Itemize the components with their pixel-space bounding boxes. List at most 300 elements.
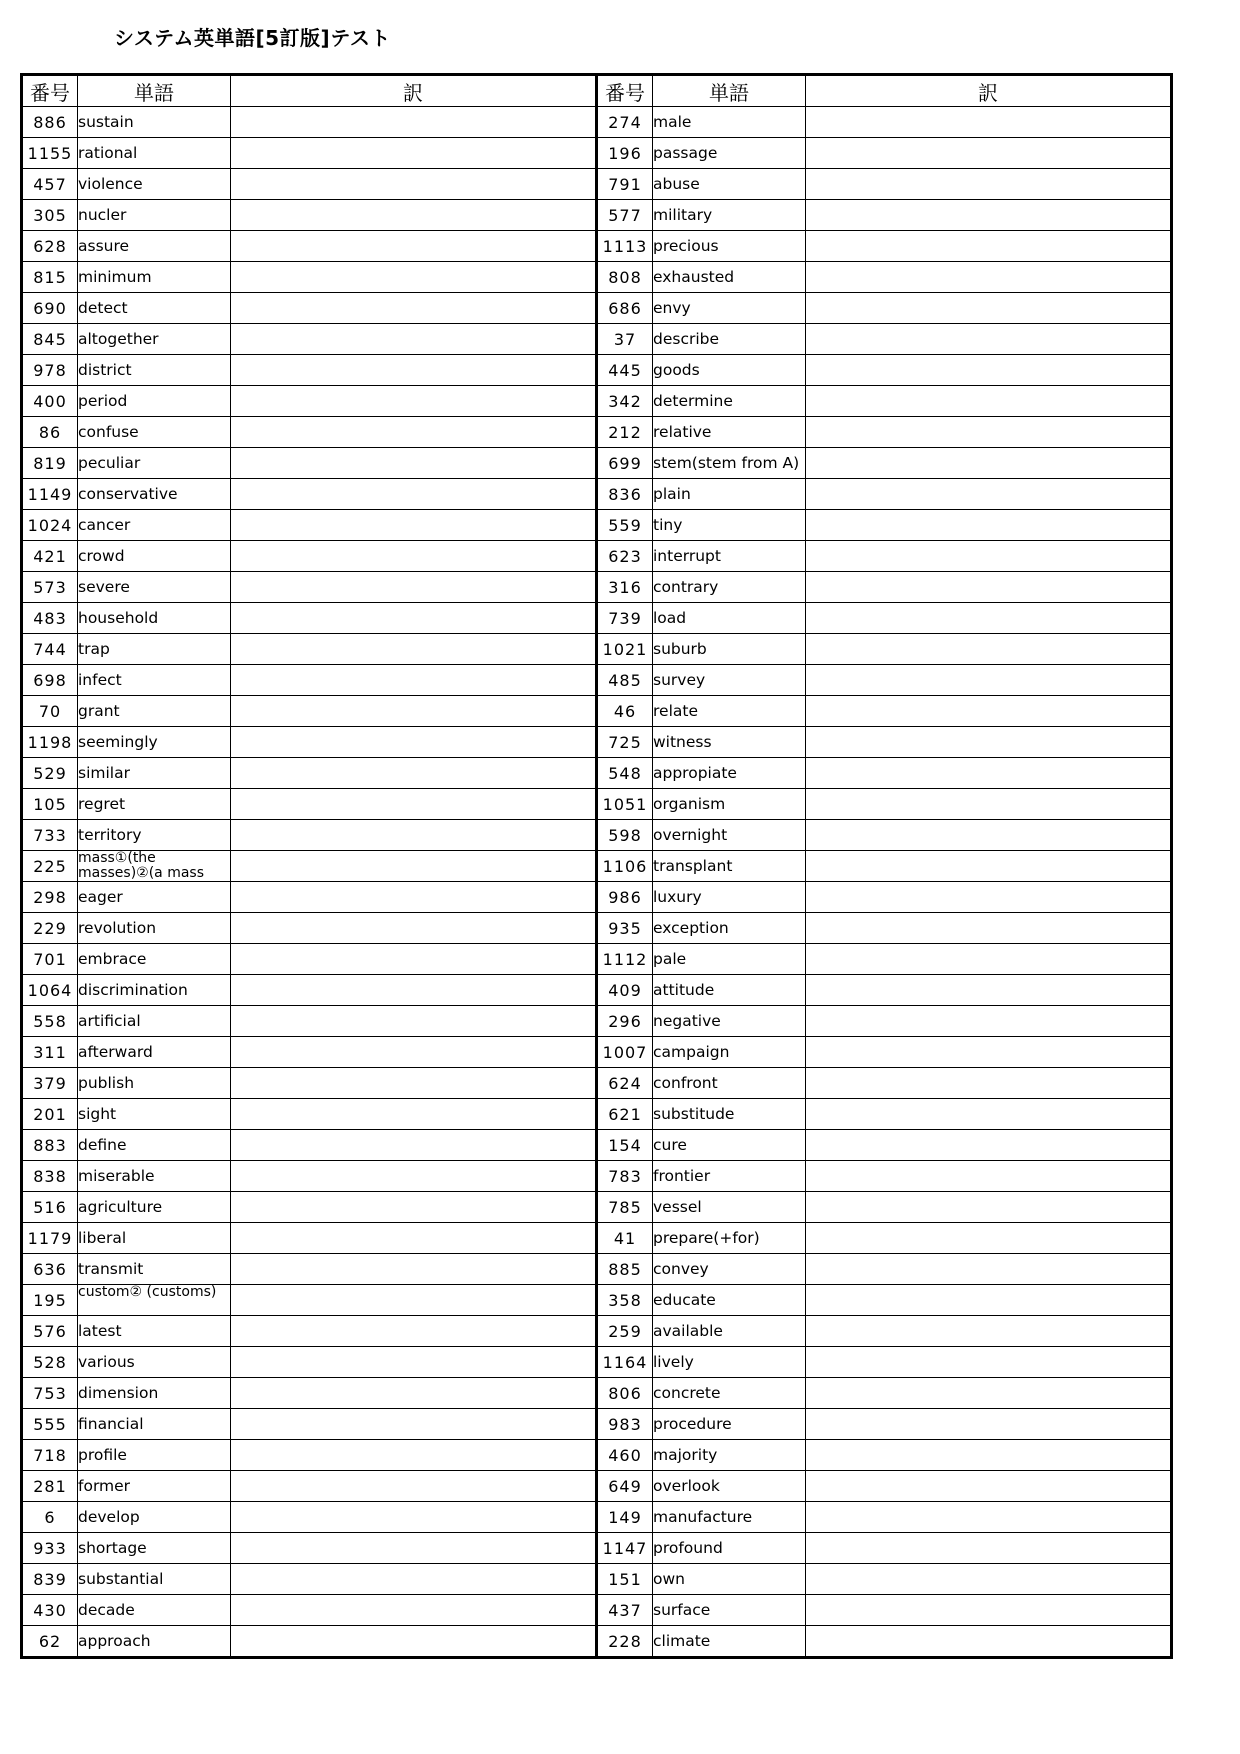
translation-answer-field[interactable] [806, 1161, 1172, 1192]
word-cell: stem(stem from A) [653, 448, 806, 479]
translation-answer-field[interactable] [806, 1037, 1172, 1068]
translation-answer-field[interactable] [231, 944, 597, 975]
word-cell: substantial [78, 1564, 231, 1595]
header-row [22, 75, 1172, 107]
table-row [22, 851, 1172, 882]
word-number: 808 [597, 262, 653, 293]
translation-answer-field[interactable] [806, 355, 1172, 386]
word-cell: tiny [653, 510, 806, 541]
translation-answer-field[interactable] [231, 1068, 597, 1099]
word-cell: cancer [78, 510, 231, 541]
translation-answer-field[interactable] [806, 1378, 1172, 1409]
translation-answer-field[interactable] [231, 1006, 597, 1037]
word-cell: district [78, 355, 231, 386]
translation-answer-field[interactable] [806, 696, 1172, 727]
translation-answer-field[interactable] [806, 789, 1172, 820]
word-cell: envy [653, 293, 806, 324]
word-cell: climate [653, 1626, 806, 1658]
word-number: 725 [597, 727, 653, 758]
table-row [22, 107, 1172, 138]
translation-answer-field[interactable] [806, 448, 1172, 479]
word-cell: abuse [653, 169, 806, 200]
translation-answer-field[interactable] [231, 138, 597, 169]
word-number: 1112 [597, 944, 653, 975]
table-row [22, 417, 1172, 448]
word-number: 316 [597, 572, 653, 603]
word-cell: various [78, 1347, 231, 1378]
word-number: 62 [22, 1626, 78, 1658]
translation-answer-field[interactable] [231, 1533, 597, 1564]
translation-answer-field[interactable] [231, 1564, 597, 1595]
word-number: 37 [597, 324, 653, 355]
word-number: 699 [597, 448, 653, 479]
word-number: 598 [597, 820, 653, 851]
translation-answer-field[interactable] [806, 1006, 1172, 1037]
table-row [22, 231, 1172, 262]
table-row [22, 541, 1172, 572]
word-cell: male [653, 107, 806, 138]
table-row [22, 944, 1172, 975]
word-number: 154 [597, 1130, 653, 1161]
translation-answer-field[interactable] [231, 634, 597, 665]
word-number: 838 [22, 1161, 78, 1192]
word-number: 628 [22, 231, 78, 262]
translation-answer-field[interactable] [806, 324, 1172, 355]
word-cell: majority [653, 1440, 806, 1471]
word-cell: own [653, 1564, 806, 1595]
word-number: 196 [597, 138, 653, 169]
word-cell: liberal [78, 1223, 231, 1254]
table-row [22, 262, 1172, 293]
header-translation-right: 訳 [806, 75, 1172, 107]
translation-answer-field[interactable] [806, 1533, 1172, 1564]
table-row [22, 1285, 1172, 1316]
translation-answer-field[interactable] [806, 1099, 1172, 1130]
word-cell: discrimination [78, 975, 231, 1006]
word-number: 986 [597, 882, 653, 913]
word-number: 701 [22, 944, 78, 975]
word-number: 698 [22, 665, 78, 696]
word-number: 739 [597, 603, 653, 634]
word-cell: embrace [78, 944, 231, 975]
translation-answer-field[interactable] [231, 603, 597, 634]
translation-answer-field[interactable] [231, 1440, 597, 1471]
table-row [22, 138, 1172, 169]
word-number: 885 [597, 1254, 653, 1285]
translation-answer-field[interactable] [806, 1223, 1172, 1254]
word-cell: sight [78, 1099, 231, 1130]
word-cell: prepare(+for) [653, 1223, 806, 1254]
word-number: 883 [22, 1130, 78, 1161]
table-row [22, 1161, 1172, 1192]
table-row [22, 1502, 1172, 1533]
table-row [22, 1347, 1172, 1378]
translation-answer-field[interactable] [806, 1440, 1172, 1471]
word-cell: latest [78, 1316, 231, 1347]
word-number: 430 [22, 1595, 78, 1626]
word-cell: relative [653, 417, 806, 448]
translation-answer-field[interactable] [806, 851, 1172, 882]
translation-answer-field[interactable] [231, 293, 597, 324]
translation-answer-field[interactable] [231, 1192, 597, 1223]
word-number: 836 [597, 479, 653, 510]
translation-answer-field[interactable] [231, 882, 597, 913]
word-number: 1113 [597, 231, 653, 262]
word-number: 70 [22, 696, 78, 727]
translation-answer-field[interactable] [806, 665, 1172, 696]
word-cell: financial [78, 1409, 231, 1440]
translation-answer-field[interactable] [806, 1502, 1172, 1533]
translation-answer-field[interactable] [231, 386, 597, 417]
word-cell: lively [653, 1347, 806, 1378]
word-cell: convey [653, 1254, 806, 1285]
word-number: 529 [22, 758, 78, 789]
word-number: 298 [22, 882, 78, 913]
word-number: 281 [22, 1471, 78, 1502]
translation-answer-field[interactable] [231, 1378, 597, 1409]
word-number: 274 [597, 107, 653, 138]
translation-answer-field[interactable] [231, 727, 597, 758]
word-number: 933 [22, 1533, 78, 1564]
translation-answer-field[interactable] [806, 913, 1172, 944]
word-cell: similar [78, 758, 231, 789]
word-cell: relate [653, 696, 806, 727]
table-row [22, 200, 1172, 231]
translation-answer-field[interactable] [231, 448, 597, 479]
word-number: 785 [597, 1192, 653, 1223]
translation-answer-field[interactable] [806, 386, 1172, 417]
word-cell: goods [653, 355, 806, 386]
word-number: 624 [597, 1068, 653, 1099]
translation-answer-field[interactable] [231, 1626, 597, 1658]
translation-answer-field[interactable] [231, 913, 597, 944]
header-word-left: 単語 [78, 75, 231, 107]
word-number: 457 [22, 169, 78, 200]
word-number: 342 [597, 386, 653, 417]
word-number: 548 [597, 758, 653, 789]
translation-answer-field[interactable] [231, 1223, 597, 1254]
table-row [22, 1099, 1172, 1130]
word-cell: agriculture [78, 1192, 231, 1223]
word-number: 1164 [597, 1347, 653, 1378]
word-cell: witness [653, 727, 806, 758]
table-row [22, 1223, 1172, 1254]
word-number: 783 [597, 1161, 653, 1192]
table-row [22, 603, 1172, 634]
word-cell: attitude [653, 975, 806, 1006]
table-row [22, 789, 1172, 820]
word-cell: manufacture [653, 1502, 806, 1533]
word-cell: load [653, 603, 806, 634]
word-cell: rational [78, 138, 231, 169]
word-number: 978 [22, 355, 78, 386]
word-cell: period [78, 386, 231, 417]
word-cell: infect [78, 665, 231, 696]
word-text: custom② (customs) [78, 1285, 217, 1300]
translation-answer-field[interactable] [806, 603, 1172, 634]
translation-answer-field[interactable] [806, 1254, 1172, 1285]
word-cell: afterward [78, 1037, 231, 1068]
word-number: 744 [22, 634, 78, 665]
word-cell: available [653, 1316, 806, 1347]
word-number: 573 [22, 572, 78, 603]
translation-answer-field[interactable] [806, 293, 1172, 324]
table-row [22, 1037, 1172, 1068]
table-row [22, 913, 1172, 944]
translation-answer-field[interactable] [806, 262, 1172, 293]
word-number: 311 [22, 1037, 78, 1068]
translation-answer-field[interactable] [231, 1099, 597, 1130]
word-cell: transplant [653, 851, 806, 882]
word-number: 690 [22, 293, 78, 324]
word-number: 409 [597, 975, 653, 1006]
table-row [22, 1533, 1172, 1564]
word-number: 686 [597, 293, 653, 324]
word-cell: define [78, 1130, 231, 1161]
table-row [22, 1254, 1172, 1285]
translation-answer-field[interactable] [806, 1316, 1172, 1347]
word-cell: decade [78, 1595, 231, 1626]
translation-answer-field[interactable] [231, 324, 597, 355]
word-number: 1051 [597, 789, 653, 820]
word-cell: household [78, 603, 231, 634]
translation-answer-field[interactable] [231, 231, 597, 262]
table-row [22, 1564, 1172, 1595]
word-number: 819 [22, 448, 78, 479]
translation-answer-field[interactable] [231, 262, 597, 293]
translation-answer-field[interactable] [806, 107, 1172, 138]
word-number: 483 [22, 603, 78, 634]
translation-answer-field[interactable] [806, 944, 1172, 975]
word-cell: former [78, 1471, 231, 1502]
translation-answer-field[interactable] [806, 169, 1172, 200]
translation-answer-field[interactable] [231, 417, 597, 448]
word-number: 636 [22, 1254, 78, 1285]
header-translation-left: 訳 [231, 75, 597, 107]
translation-answer-field[interactable] [231, 1285, 597, 1316]
translation-answer-field[interactable] [231, 1130, 597, 1161]
translation-answer-field[interactable] [806, 975, 1172, 1006]
translation-answer-field[interactable] [231, 1502, 597, 1533]
table-row [22, 1440, 1172, 1471]
word-cell: regret [78, 789, 231, 820]
translation-answer-field[interactable] [806, 758, 1172, 789]
word-number: 421 [22, 541, 78, 572]
word-cell: frontier [653, 1161, 806, 1192]
word-cell: confront [653, 1068, 806, 1099]
table-row [22, 169, 1172, 200]
word-number: 839 [22, 1564, 78, 1595]
translation-answer-field[interactable] [806, 1068, 1172, 1099]
word-cell: military [653, 200, 806, 231]
table-body [22, 107, 1172, 1658]
translation-answer-field[interactable] [806, 882, 1172, 913]
word-cell: luxury [653, 882, 806, 913]
table-row [22, 1192, 1172, 1223]
word-number: 983 [597, 1409, 653, 1440]
table-row [22, 355, 1172, 386]
word-cell: altogether [78, 324, 231, 355]
word-number: 212 [597, 417, 653, 448]
word-cell: minimum [78, 262, 231, 293]
word-number: 229 [22, 913, 78, 944]
word-number: 485 [597, 665, 653, 696]
word-cell: miserable [78, 1161, 231, 1192]
table-row [22, 1006, 1172, 1037]
header-number-left: 番号 [22, 75, 78, 107]
translation-answer-field[interactable] [806, 1192, 1172, 1223]
translation-answer-field[interactable] [231, 1409, 597, 1440]
table-row [22, 386, 1172, 417]
word-cell: appropiate [653, 758, 806, 789]
translation-answer-field[interactable] [806, 1595, 1172, 1626]
word-number: 149 [597, 1502, 653, 1533]
translation-answer-field[interactable] [806, 510, 1172, 541]
translation-answer-field[interactable] [231, 169, 597, 200]
word-number: 259 [597, 1316, 653, 1347]
word-number: 1024 [22, 510, 78, 541]
word-number: 1198 [22, 727, 78, 758]
table-row [22, 1626, 1172, 1658]
word-number: 358 [597, 1285, 653, 1316]
word-number: 649 [597, 1471, 653, 1502]
translation-answer-field[interactable] [231, 1347, 597, 1378]
word-cell: profound [653, 1533, 806, 1564]
word-text: mass①(the masses)②(a mass [78, 851, 205, 881]
translation-answer-field[interactable] [231, 479, 597, 510]
word-number: 791 [597, 169, 653, 200]
word-cell: procedure [653, 1409, 806, 1440]
word-cell: nucler [78, 200, 231, 231]
word-cell: approach [78, 1626, 231, 1658]
translation-answer-field[interactable] [231, 572, 597, 603]
word-number: 1021 [597, 634, 653, 665]
word-cell: grant [78, 696, 231, 727]
word-number: 6 [22, 1502, 78, 1533]
word-number: 558 [22, 1006, 78, 1037]
word-number: 528 [22, 1347, 78, 1378]
word-number: 886 [22, 107, 78, 138]
translation-answer-field[interactable] [806, 541, 1172, 572]
word-cell: sustain [78, 107, 231, 138]
translation-answer-field[interactable] [806, 1564, 1172, 1595]
word-number: 400 [22, 386, 78, 417]
translation-answer-field[interactable] [231, 541, 597, 572]
word-number: 623 [597, 541, 653, 572]
translation-answer-field[interactable] [806, 1347, 1172, 1378]
translation-answer-field[interactable] [231, 851, 597, 882]
translation-answer-field[interactable] [231, 107, 597, 138]
word-number: 555 [22, 1409, 78, 1440]
word-cell [78, 1285, 231, 1316]
translation-answer-field[interactable] [806, 1626, 1172, 1658]
vocabulary-test-table [20, 73, 1173, 1659]
table-row [22, 1595, 1172, 1626]
translation-answer-field[interactable] [806, 1471, 1172, 1502]
header-word-right: 単語 [653, 75, 806, 107]
word-number: 1147 [597, 1533, 653, 1564]
word-cell: trap [78, 634, 231, 665]
word-cell: exhausted [653, 262, 806, 293]
word-cell: shortage [78, 1533, 231, 1564]
word-number: 559 [597, 510, 653, 541]
translation-answer-field[interactable] [231, 758, 597, 789]
table-row [22, 665, 1172, 696]
translation-answer-field[interactable] [806, 820, 1172, 851]
table-row [22, 758, 1172, 789]
word-number: 806 [597, 1378, 653, 1409]
word-cell: violence [78, 169, 231, 200]
word-number: 296 [597, 1006, 653, 1037]
translation-answer-field[interactable] [231, 820, 597, 851]
word-cell: negative [653, 1006, 806, 1037]
translation-answer-field[interactable] [231, 665, 597, 696]
word-number: 195 [22, 1285, 78, 1316]
translation-answer-field[interactable] [806, 634, 1172, 665]
table-row [22, 696, 1172, 727]
table-row [22, 572, 1172, 603]
translation-answer-field[interactable] [806, 138, 1172, 169]
word-cell: describe [653, 324, 806, 355]
translation-answer-field[interactable] [231, 1254, 597, 1285]
translation-answer-field[interactable] [806, 727, 1172, 758]
translation-answer-field[interactable] [231, 510, 597, 541]
table-row [22, 1409, 1172, 1440]
translation-answer-field[interactable] [806, 200, 1172, 231]
translation-answer-field[interactable] [806, 572, 1172, 603]
word-cell: plain [653, 479, 806, 510]
translation-answer-field[interactable] [231, 1161, 597, 1192]
translation-answer-field[interactable] [231, 1595, 597, 1626]
translation-answer-field[interactable] [231, 355, 597, 386]
word-number: 201 [22, 1099, 78, 1130]
translation-answer-field[interactable] [806, 231, 1172, 262]
translation-answer-field[interactable] [231, 200, 597, 231]
word-cell: confuse [78, 417, 231, 448]
translation-answer-field[interactable] [231, 975, 597, 1006]
word-cell: vessel [653, 1192, 806, 1223]
word-cell: cure [653, 1130, 806, 1161]
word-cell: pale [653, 944, 806, 975]
translation-answer-field[interactable] [806, 1130, 1172, 1161]
translation-answer-field[interactable] [231, 1471, 597, 1502]
word-number: 305 [22, 200, 78, 231]
table-row [22, 324, 1172, 355]
word-number: 733 [22, 820, 78, 851]
word-cell: assure [78, 231, 231, 262]
translation-answer-field[interactable] [806, 417, 1172, 448]
translation-answer-field[interactable] [806, 479, 1172, 510]
word-cell: profile [78, 1440, 231, 1471]
word-number: 1064 [22, 975, 78, 1006]
translation-answer-field[interactable] [806, 1409, 1172, 1440]
word-cell: survey [653, 665, 806, 696]
table-row [22, 727, 1172, 758]
word-number: 1155 [22, 138, 78, 169]
word-number: 516 [22, 1192, 78, 1223]
translation-answer-field[interactable] [806, 1285, 1172, 1316]
translation-answer-field[interactable] [231, 789, 597, 820]
word-number: 576 [22, 1316, 78, 1347]
word-cell: exception [653, 913, 806, 944]
translation-answer-field[interactable] [231, 1316, 597, 1347]
word-number: 1149 [22, 479, 78, 510]
translation-answer-field[interactable] [231, 1037, 597, 1068]
table-row [22, 293, 1172, 324]
table-row [22, 479, 1172, 510]
translation-answer-field[interactable] [231, 696, 597, 727]
word-cell: revolution [78, 913, 231, 944]
